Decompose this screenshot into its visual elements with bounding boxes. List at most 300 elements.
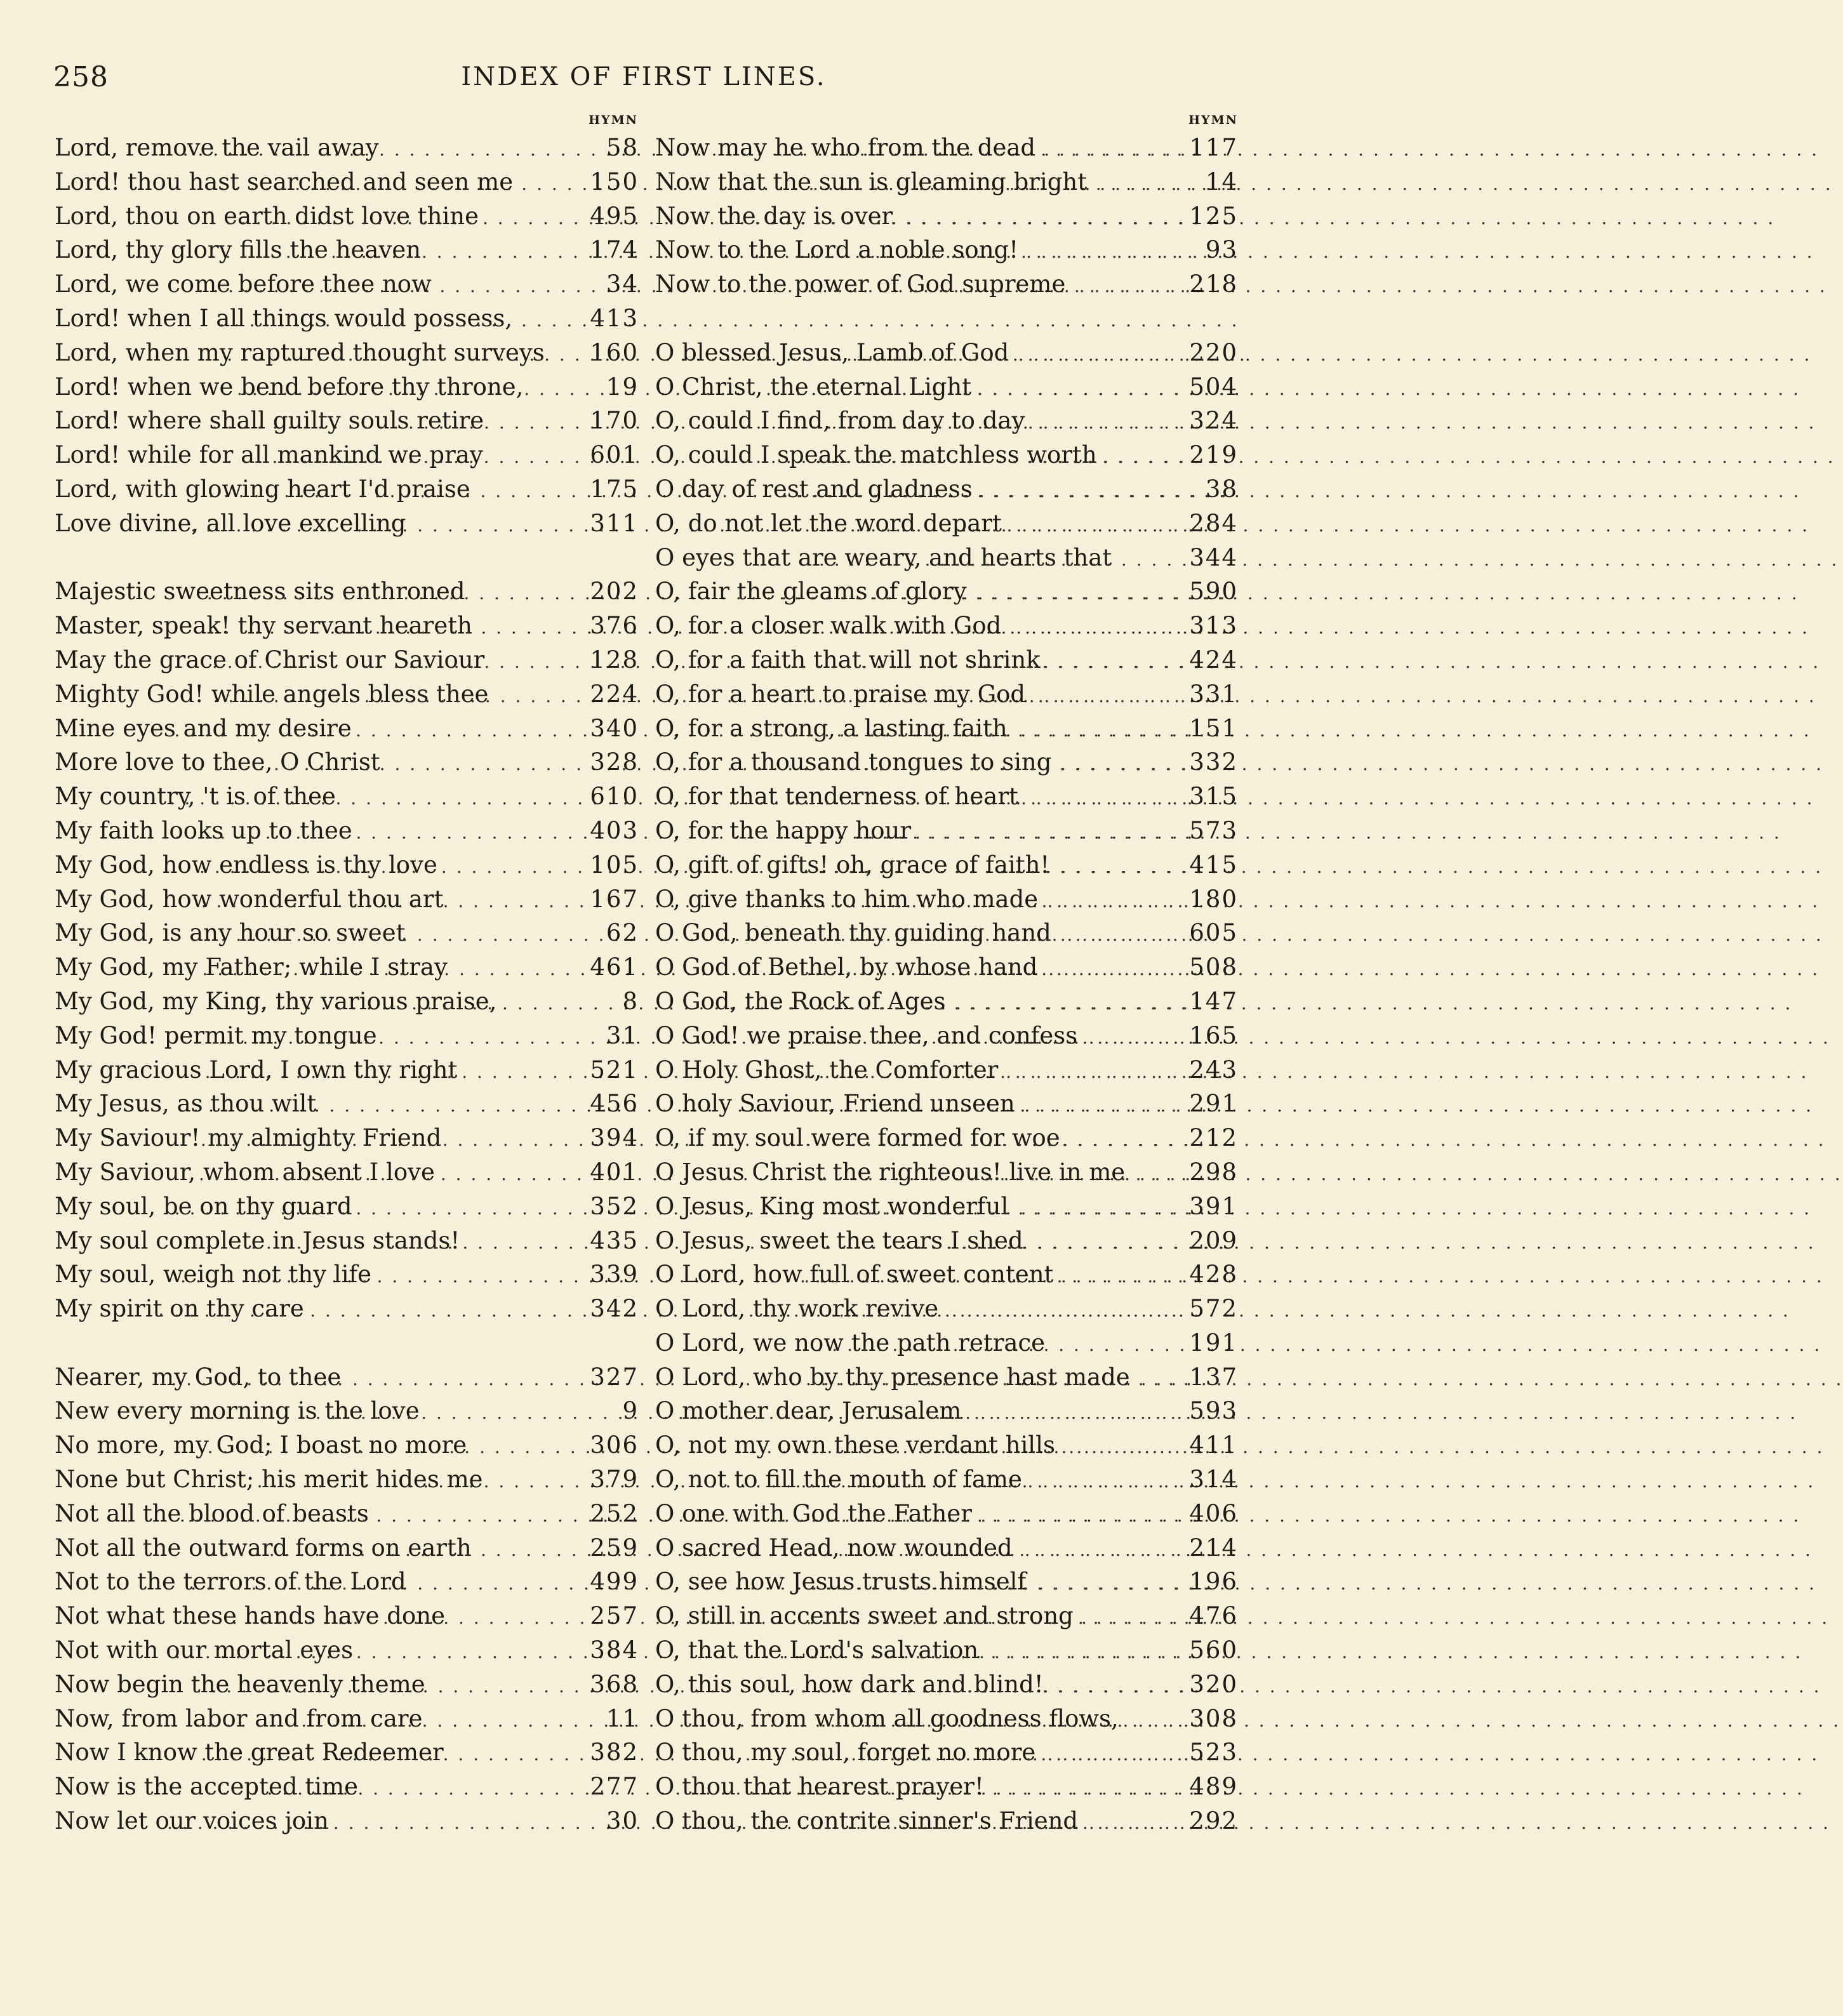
index-entry	[55, 1497, 639, 1531]
dot-leader	[159, 1294, 585, 1328]
dot-leader	[773, 986, 1185, 1021]
hymn-number: 125	[1189, 202, 1238, 230]
dot-leader	[804, 1430, 1185, 1464]
hymn-number: 379	[590, 1466, 639, 1494]
dot-leader	[770, 1294, 1185, 1328]
dot-leader	[190, 508, 585, 543]
dot-leader	[778, 1396, 1185, 1430]
hymn-number: 38	[1205, 475, 1238, 503]
hymn-number: 499	[590, 1568, 639, 1596]
index-entry	[55, 1292, 639, 1326]
hymn-number: 151	[1189, 714, 1238, 742]
index-entry	[55, 677, 639, 712]
first-line-text: Now let our voices join	[55, 1807, 329, 1835]
hymn-number: 9	[622, 1397, 639, 1425]
dot-leader	[212, 406, 585, 440]
first-line-text: O Jesus Christ the righteous! live in me	[655, 1158, 1126, 1186]
first-line-text: My spirit on thy care	[55, 1295, 304, 1323]
first-line-text: O thou, the contrite sinner's Friend	[655, 1807, 1079, 1835]
hymn-number: 224	[590, 680, 639, 708]
first-line-text: O Lord, who by thy presence hast made	[655, 1363, 1130, 1391]
dot-leader	[806, 1123, 1185, 1157]
first-line-text: Mighty God! while angels bless thee	[55, 680, 489, 708]
dot-leader	[201, 1123, 585, 1157]
index-entry	[655, 1019, 1238, 1053]
dot-leader	[196, 1669, 585, 1704]
hymn-number: 413	[590, 304, 639, 332]
dot-leader	[795, 1226, 1185, 1260]
index-entry	[55, 1668, 639, 1702]
first-line-text: Majestic sweetness sits enthroned	[55, 578, 465, 606]
first-line-text: My God, how endless is thy love	[55, 851, 437, 879]
dot-leader	[822, 1157, 1185, 1191]
first-line-text: O, for the happy hour	[655, 816, 912, 844]
index-entry	[655, 370, 1238, 404]
hymn-number: 218	[1189, 270, 1238, 298]
first-line-text: Not all the outward forms on earth	[55, 1534, 472, 1562]
dot-leader	[209, 1533, 585, 1567]
hymn-number: 394	[590, 1124, 639, 1152]
hymn-number: 352	[590, 1192, 639, 1220]
hymn-number: 311	[590, 509, 639, 537]
dot-leader	[202, 952, 585, 986]
hymn-number: 508	[1189, 953, 1238, 981]
index-entry	[55, 1053, 639, 1087]
first-line-text: Now, from labor and from care	[55, 1704, 423, 1732]
index-entry	[55, 1565, 639, 1599]
hymn-number: 196	[1189, 1568, 1238, 1596]
dot-leader	[190, 1567, 585, 1601]
index-entry	[55, 1224, 639, 1258]
hymn-number: 313	[1189, 612, 1238, 640]
dot-leader	[199, 1157, 585, 1191]
dot-leader	[213, 679, 586, 713]
hymn-number: 165	[1189, 1021, 1238, 1049]
first-line-text: O thou, my soul, forget no more	[655, 1739, 1036, 1767]
hymn-number: 259	[590, 1534, 639, 1562]
hymn-number: 376	[590, 612, 639, 640]
index-entry	[55, 336, 639, 370]
hymn-number: 147	[1189, 987, 1238, 1015]
index-entry	[55, 950, 639, 985]
dot-leader	[194, 1396, 585, 1430]
index-entry	[655, 507, 1238, 541]
first-line-text: O God, the Rock of Ages	[655, 987, 946, 1015]
index-entry	[655, 1257, 1238, 1292]
dot-leader	[799, 952, 1185, 986]
hymn-number: 34	[606, 270, 639, 298]
index-entry	[655, 438, 1238, 472]
index-entry	[655, 1735, 1238, 1770]
dot-leader	[227, 338, 585, 372]
dot-leader	[804, 1259, 1185, 1294]
hymn-number: 31	[606, 1021, 639, 1049]
dot-leader	[208, 474, 585, 508]
hymn-number: 411	[1189, 1431, 1238, 1459]
first-line-text: Lord! when we bend before thy throne,	[55, 373, 524, 401]
hymn-number: 174	[590, 236, 639, 264]
hymn-number: 214	[1189, 1534, 1238, 1562]
dot-leader	[171, 1362, 585, 1396]
first-line-text: Not with our mortal eyes	[55, 1636, 354, 1664]
first-line-text: My soul complete in Jesus stands!	[55, 1226, 460, 1254]
index-entry	[55, 1121, 639, 1155]
hymn-number: 461	[590, 953, 639, 981]
first-line-text: My God! permit my tongue	[55, 1021, 377, 1049]
dot-leader	[755, 201, 1185, 235]
index-entry	[655, 1565, 1238, 1599]
dot-leader	[222, 372, 585, 406]
index-entry	[55, 1599, 639, 1633]
first-line-text: Now the day is over	[655, 202, 893, 230]
first-line-text: Now may he who from the dead	[655, 134, 1036, 161]
dot-leader	[783, 1635, 1185, 1669]
first-line-text: O God! we praise thee, and confess	[655, 1021, 1078, 1049]
index-entry	[55, 267, 639, 302]
dot-leader	[176, 1772, 585, 1806]
hymn-number: 167	[590, 885, 639, 913]
index-entry	[55, 779, 639, 814]
dot-leader	[781, 474, 1185, 508]
first-line-text: O thou that hearest prayer!	[655, 1773, 984, 1801]
first-line-text: O God of Bethel, by whose hand	[655, 953, 1038, 981]
column-heading-hymn: HYMN	[589, 113, 638, 127]
first-line-text: New every morning is the love	[55, 1397, 420, 1425]
first-line-text: O God, beneath thy guiding hand	[655, 919, 1051, 947]
dot-leader	[807, 269, 1185, 303]
hymn-number: 428	[1189, 1261, 1238, 1289]
hymn-number: 331	[1189, 680, 1238, 708]
hymn-number: 306	[590, 1431, 639, 1459]
first-line-text: Not to the terrors of the Lord	[55, 1568, 406, 1596]
dot-leader	[796, 1567, 1185, 1601]
index-entry	[55, 1155, 639, 1190]
first-line-text: Lord! thou hast searched and seen me	[55, 168, 514, 196]
index-entry	[55, 370, 639, 404]
first-line-text: O, for a faith that will not shrink	[655, 646, 1041, 673]
hymn-number: 342	[590, 1295, 639, 1323]
first-line-text: None but Christ; his merit hides me	[55, 1466, 483, 1494]
dot-leader	[182, 1021, 585, 1055]
first-line-text: O, fair the gleams of glory	[655, 578, 967, 606]
first-line-text: O Jesus, sweet the tears I shed	[655, 1226, 1023, 1254]
index-entry	[655, 779, 1238, 814]
first-line-text: May the grace of Christ our Saviour	[55, 646, 485, 673]
index-entry	[655, 1804, 1238, 1838]
dot-leader	[802, 1328, 1185, 1362]
hymn-number: 382	[590, 1739, 639, 1767]
index-entry	[655, 1360, 1238, 1395]
hymn-number: 384	[590, 1636, 639, 1664]
hymn-number: 128	[590, 646, 639, 673]
index-entry	[655, 985, 1238, 1019]
dot-leader	[792, 338, 1185, 372]
index-entry	[655, 404, 1238, 438]
first-line-text: My God, is any hour so sweet	[55, 919, 406, 947]
dot-leader	[823, 1362, 1185, 1396]
hymn-number: 391	[1189, 1192, 1238, 1220]
hymn-number: 495	[590, 202, 639, 230]
first-line-text: O, for a strong, a lasting faith	[655, 714, 1008, 742]
dot-leader	[803, 918, 1185, 952]
hymn-number: 298	[1189, 1158, 1238, 1186]
hymn-number: 212	[1189, 1124, 1238, 1152]
hymn-number: 277	[590, 1773, 639, 1801]
hymn-number: 340	[590, 714, 639, 742]
index-entry	[655, 1668, 1238, 1702]
dot-leader	[799, 133, 1185, 167]
hymn-number: 324	[1189, 407, 1238, 435]
index-entry	[655, 745, 1238, 779]
first-line-text: My soul, be on thy guard	[55, 1192, 352, 1220]
hymn-number: 19	[606, 373, 639, 401]
dot-leader	[212, 645, 585, 679]
index-entry	[55, 1633, 639, 1668]
index-entry	[55, 199, 639, 234]
dot-leader	[219, 303, 585, 338]
dot-leader	[810, 1021, 1185, 1055]
hymn-number: 8	[622, 987, 639, 1015]
hymn-number: 424	[1189, 646, 1238, 673]
hymn-number: 175	[590, 475, 639, 503]
hymn-number: 590	[1189, 578, 1238, 606]
dot-leader	[809, 1601, 1185, 1635]
hymn-number: 605	[1189, 919, 1238, 947]
dot-leader	[175, 1191, 585, 1226]
dot-leader	[779, 576, 1185, 611]
dot-leader	[795, 1464, 1185, 1499]
hymn-number: 332	[1189, 748, 1238, 776]
index-entry	[55, 1190, 639, 1224]
index-entry	[655, 1087, 1238, 1121]
dot-leader	[175, 816, 585, 850]
index-entry	[55, 1531, 639, 1565]
hymn-number: 58	[606, 134, 639, 161]
hymn-number: 328	[590, 748, 639, 776]
index-entry	[655, 1599, 1238, 1633]
dot-leader	[794, 235, 1185, 269]
index-entry	[55, 985, 639, 1019]
page-header	[53, 61, 1234, 99]
hymn-number: 560	[1189, 1636, 1238, 1664]
first-line-text: Lord, thou on earth didst love thine	[55, 202, 479, 230]
first-line-text: O holy Saviour, Friend unseen	[655, 1090, 1015, 1118]
index-entry	[655, 1053, 1238, 1087]
hymn-number: 243	[1189, 1056, 1238, 1084]
hymn-number: 476	[1189, 1602, 1238, 1630]
dot-leader	[803, 747, 1185, 781]
index-entry	[55, 1702, 639, 1736]
dot-leader	[801, 645, 1185, 679]
first-line-text: Master, speak! thy servant heareth	[55, 612, 472, 640]
dot-leader	[180, 1499, 585, 1533]
first-line-text: My faith looks up to thee	[55, 816, 352, 844]
index-entry	[655, 916, 1238, 950]
hymn-number: 284	[1189, 509, 1238, 537]
index-entry	[55, 438, 639, 472]
hymn-number: 308	[1189, 1704, 1238, 1732]
dot-leader	[821, 1704, 1185, 1738]
first-line-text: My God, how wonderful thou art	[55, 885, 444, 913]
dot-leader	[799, 1737, 1185, 1772]
first-line-text: My God, my Father; while I stray	[55, 953, 448, 981]
dot-leader	[201, 884, 585, 918]
hymn-number: 456	[590, 1090, 639, 1118]
index-entry	[655, 1155, 1238, 1190]
index-entry	[55, 1360, 639, 1395]
dot-leader	[198, 269, 585, 303]
index-entry	[655, 1633, 1238, 1668]
dot-leader	[792, 1533, 1185, 1567]
index-entry	[655, 199, 1238, 234]
first-line-text: Now to the Lord a noble song!	[655, 236, 1019, 264]
first-line-text: Lord, with glowing heart I'd praise	[55, 475, 470, 503]
first-line-text: O, that the Lord's salvation	[655, 1636, 979, 1664]
hymn-number: 593	[1189, 1397, 1238, 1425]
dot-leader	[215, 986, 585, 1021]
index-entry	[55, 1257, 639, 1292]
first-line-text: Not what these hands have done	[55, 1602, 445, 1630]
index-entry	[655, 1770, 1238, 1804]
index-entry	[55, 574, 639, 609]
hymn-number: 257	[590, 1602, 639, 1630]
dot-leader	[170, 781, 585, 816]
hymn-number: 504	[1189, 373, 1238, 401]
first-line-text: O day of rest and gladness	[655, 475, 973, 503]
first-line-text: O, for a thousand tongues to sing	[655, 748, 1052, 776]
dot-leader	[190, 918, 585, 952]
hymn-number: 610	[590, 783, 639, 811]
dot-leader	[211, 440, 585, 474]
hymn-number: 401	[590, 1158, 639, 1186]
hymn-number: 191	[1189, 1329, 1238, 1356]
dot-leader	[803, 850, 1185, 884]
index-entry	[55, 1087, 639, 1121]
index-entry	[655, 1292, 1238, 1326]
hymn-number: 202	[590, 578, 639, 606]
first-line-text: O blessed Jesus, Lamb of God	[655, 338, 1009, 366]
hymn-number: 601	[590, 441, 639, 469]
first-line-text: Now that the sun is gleaming bright	[655, 168, 1088, 196]
first-line-text: Nearer, my God, to thee	[55, 1363, 342, 1391]
index-entry	[55, 643, 639, 677]
index-entry	[55, 165, 639, 199]
index-column-right	[655, 109, 1238, 1838]
first-line-text: O, not to fill the mouth of fame	[655, 1466, 1022, 1494]
dot-leader	[791, 713, 1185, 748]
first-line-text: O sacred Head, now wounded	[655, 1534, 1013, 1562]
index-entry	[655, 677, 1238, 712]
index-entry	[655, 643, 1238, 677]
first-line-text: Now to the power of God supreme	[655, 270, 1066, 298]
index-entry	[55, 302, 639, 336]
hymn-number: 150	[590, 168, 639, 196]
dot-leader	[219, 167, 585, 201]
hymn-number: 160	[590, 338, 639, 366]
hymn-number: 62	[606, 919, 639, 947]
first-line-text: My Saviour, whom absent I love	[55, 1158, 435, 1186]
index-entry	[655, 950, 1238, 985]
dot-leader	[788, 1055, 1185, 1089]
hymn-number: 30	[606, 1807, 639, 1835]
hymn-number: 573	[1189, 816, 1238, 844]
first-line-text: My country, 't is of thee	[55, 783, 336, 811]
first-line-text: Lord! where shall guilty souls retire	[55, 407, 484, 435]
first-line-text: Not all the blood of beasts	[55, 1499, 369, 1527]
index-entry	[655, 712, 1238, 746]
dot-leader	[819, 543, 1185, 577]
index-entry	[55, 814, 639, 848]
index-entry	[55, 233, 639, 267]
index-entry	[655, 1121, 1238, 1155]
first-line-text: Now is the accepted time	[55, 1773, 359, 1801]
running-title: INDEX OF FIRST LINES.	[461, 62, 827, 91]
first-line-text: O, this soul, how dark and blind!	[655, 1670, 1044, 1698]
first-line-text: O Lord, thy work revive	[655, 1295, 939, 1323]
dot-leader	[205, 1055, 585, 1089]
first-line-text: O mother dear, Jerusalem	[655, 1397, 962, 1425]
index-entry	[655, 1224, 1238, 1258]
first-line-text: O, could I find, from day to day	[655, 407, 1025, 435]
first-line-text: O Jesus, King most wonderful	[655, 1192, 1009, 1220]
dot-leader	[796, 679, 1185, 713]
entry-list	[655, 131, 1238, 1838]
hymn-number: 209	[1189, 1226, 1238, 1254]
dot-leader	[175, 713, 585, 748]
index-entry	[55, 1394, 639, 1428]
dot-leader	[761, 816, 1185, 850]
dot-leader	[801, 1669, 1185, 1704]
hymn-number: 415	[1189, 851, 1238, 879]
first-line-text: O, still in accents sweet and strong	[655, 1602, 1074, 1630]
index-entry	[55, 745, 639, 779]
index-entry	[655, 609, 1238, 643]
index-entry	[55, 916, 639, 950]
hymn-number: 219	[1189, 441, 1238, 469]
entry-list	[55, 131, 639, 1838]
index-entry	[55, 1428, 639, 1462]
first-line-text: O, not my own these verdant hills	[655, 1431, 1055, 1459]
first-line-text: Mine eyes and my desire	[55, 714, 352, 742]
first-line-text: Lord, thy glory fills the heaven	[55, 236, 422, 264]
hymn-number: 315	[1189, 783, 1238, 811]
hymn-number: 180	[1189, 885, 1238, 913]
dot-leader	[167, 1806, 585, 1840]
hymn-number: 105	[590, 851, 639, 879]
index-entry	[655, 1702, 1238, 1736]
index-entry	[55, 472, 639, 507]
index-entry	[655, 574, 1238, 609]
first-line-text: My Saviour! my almighty Friend	[55, 1124, 442, 1152]
hymn-number: 344	[1189, 543, 1238, 571]
dot-leader	[800, 884, 1185, 918]
first-line-text: O one with God the Father	[655, 1499, 972, 1527]
hymn-number: 521	[590, 1056, 639, 1084]
first-line-text: Now I know the great Redeemer	[55, 1739, 444, 1767]
index-entry	[55, 1462, 639, 1497]
first-line-text: No more, my God; I boast no more	[55, 1431, 467, 1459]
dot-leader	[208, 1430, 585, 1464]
first-line-text: Lord, we come before thee now	[55, 270, 432, 298]
hymn-number: 170	[590, 407, 639, 435]
dot-leader	[789, 611, 1185, 645]
first-line-text: More love to thee, O Christ	[55, 748, 380, 776]
dot-leader	[175, 1635, 585, 1669]
dot-leader	[195, 235, 585, 269]
first-line-text: O, if my soul were formed for woe	[655, 1124, 1060, 1152]
dot-leader	[784, 1772, 1185, 1806]
hymn-number: 523	[1189, 1739, 1238, 1767]
